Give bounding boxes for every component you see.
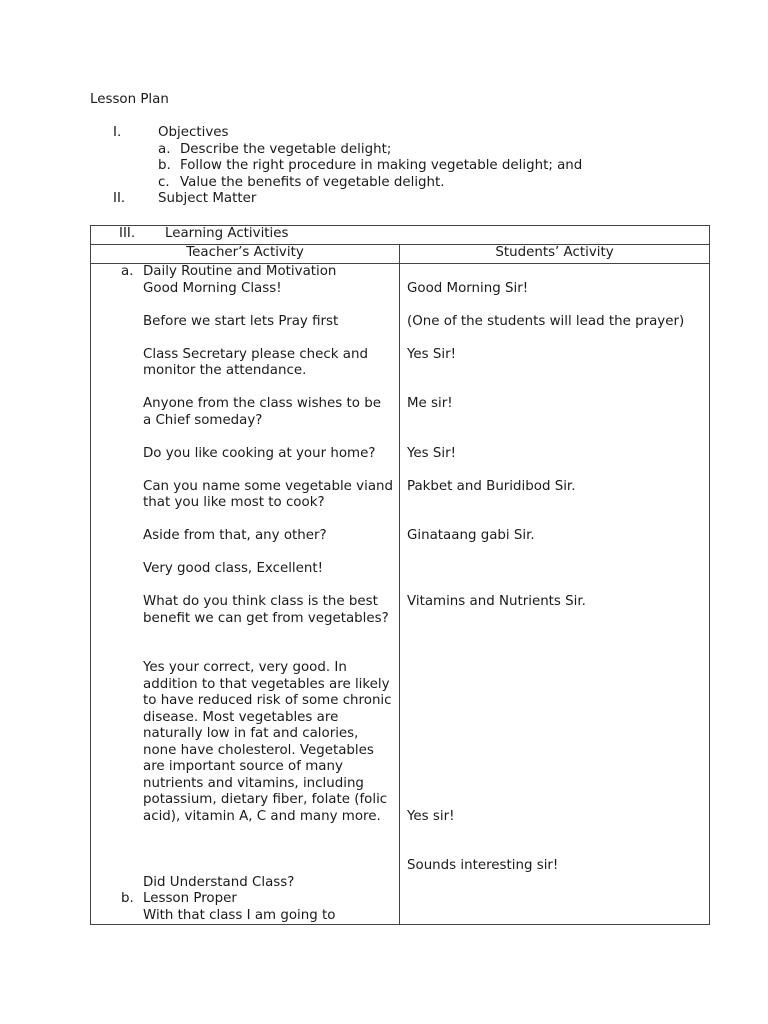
teacher-line: Very good class, Excellent! — [143, 561, 323, 576]
teacher-line: Good Morning Class! — [143, 280, 282, 296]
table-section-row — [91, 226, 710, 245]
student-response: Yes Sir! — [407, 445, 456, 461]
step-b-title: Lesson Proper — [143, 891, 237, 906]
section-numeral-1: I. — [113, 125, 122, 140]
students-activity-cell — [400, 264, 710, 925]
student-response: Pakbet and Buridibod Sir. — [407, 478, 576, 494]
teacher-line: Did Understand Class? — [143, 874, 295, 890]
teacher-activity-cell — [91, 264, 400, 925]
objective-text-c: Value the benefits of vegetable delight. — [180, 175, 445, 190]
objective-text-a: Describe the vegetable delight; — [180, 142, 392, 157]
section-title-subject-matter: Subject Matter — [158, 191, 257, 206]
section-numeral-3: III. — [119, 226, 136, 241]
step-a-title: Daily Routine and Motivation — [143, 264, 337, 279]
teacher-line: Do you like cooking at your home? — [143, 445, 376, 461]
objective-letter-a: a. — [158, 142, 171, 157]
teacher-activity-header: Teacher’s Activity — [91, 245, 400, 264]
student-response: Yes sir! — [407, 808, 455, 824]
teacher-explanation: Yes your correct, very good. In addition to that vegetables are likely to have reduced risk of some chronic disease. Most vegetables are naturally low in fat and calories, none have cholesterol. Vegetables are important source of many nutrients and vitamins, including potassium, dietary fiber, folate (folic acid), vitamin A, C and many more. — [143, 660, 392, 824]
section-numeral-2: II. — [113, 191, 126, 206]
learning-activities-table — [90, 225, 710, 925]
student-response: Me sir! — [407, 396, 453, 411]
section-title-learning-activities: Learning Activities — [165, 226, 289, 241]
teacher-line: What do you think class is the best benefit we can get from vegetables? — [143, 594, 389, 626]
student-response: (One of the students will lead the prayer) — [407, 313, 685, 329]
step-b-text: With that class I am going to — [143, 907, 336, 923]
objective-letter-c: c. — [158, 175, 170, 190]
step-b-letter: b. — [121, 891, 134, 906]
table-header-row — [91, 245, 710, 264]
student-response: Ginataang gabi Sir. — [407, 528, 535, 543]
teacher-line: Class Secretary please check and monitor the attendance. — [143, 346, 368, 378]
teacher-line: Aside from that, any other? — [143, 528, 327, 543]
student-response: Vitamins and Nutrients Sir. — [407, 594, 586, 609]
teacher-line: Before we start lets Pray first — [143, 313, 339, 329]
students-activity-header: Students’ Activity — [400, 245, 710, 264]
section-title-objectives: Objectives — [158, 125, 229, 140]
objective-letter-b: b. — [158, 158, 171, 173]
teacher-line: Can you name some vegetable viand that you like most to cook? — [143, 478, 394, 510]
teacher-line: Anyone from the class wishes to be a Chief someday? — [143, 396, 381, 428]
student-response: Yes Sir! — [407, 346, 456, 362]
student-response: Good Morning Sir! — [407, 280, 529, 296]
learning-activities-cell — [91, 226, 710, 245]
objective-text-b: Follow the right procedure in making vegetable delight; and — [180, 158, 583, 173]
student-response: Sounds interesting sir! — [407, 858, 559, 873]
lesson-plan-title: Lesson Plan — [90, 92, 169, 107]
table-row — [91, 264, 710, 925]
step-a-letter: a. — [121, 264, 134, 279]
